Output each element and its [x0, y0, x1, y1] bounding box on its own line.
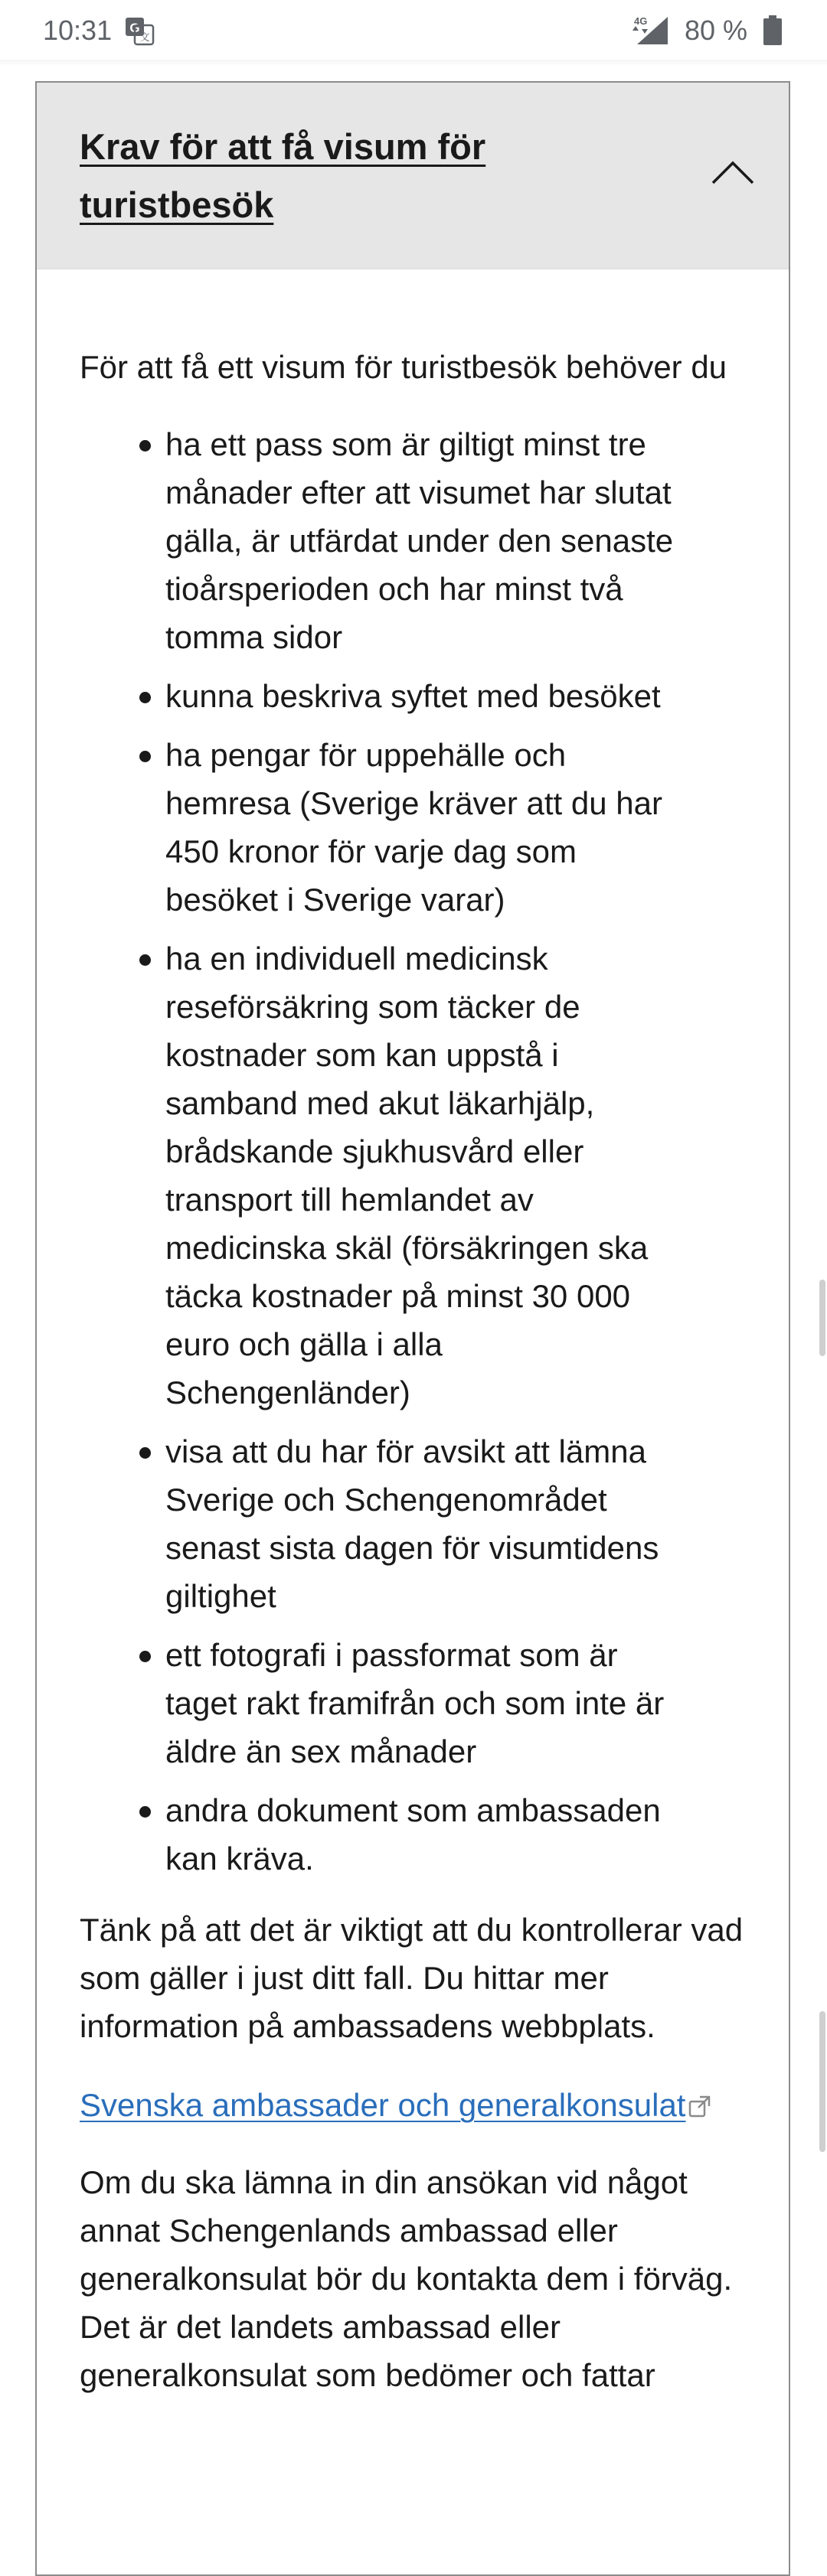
embassy-link[interactable]: Svenska ambassader och generalkonsulat — [80, 2087, 686, 2123]
svg-text:文: 文 — [139, 32, 150, 44]
status-time: 10:31 — [43, 15, 113, 46]
list-item: ha en individuell medicinsk reseförsäkring som täcker de kostnader som kan uppstå i samband med akut läkarhjälp, brådskande sjukhusvård eller transport till hemlandet av medicinska skäl (försäkringen ska täcka kostnader på minst 30 000 euro och gälla i alla Schengenländer) — [165, 934, 678, 1417]
svg-text:G: G — [129, 21, 140, 35]
list-item: andra dokument som ambassaden kan kräva. — [165, 1786, 678, 1883]
visa-requirements-accordion — [35, 81, 790, 2576]
battery-percentage: 80 % — [685, 15, 748, 46]
embassy-link-row — [80, 2081, 746, 2129]
top-divider — [0, 60, 827, 66]
battery-icon — [763, 15, 783, 46]
signal-4g-icon — [631, 14, 671, 47]
list-item: ett fotografi i passformat som är taget rakt framifrån och som inte är äldre än sex månader — [165, 1631, 678, 1775]
list-item: ha ett pass som är giltigt minst tre månader efter att visumet har slutat gälla, är utfärdat under den senaste tioårsperioden och har minst två tomma sidor — [165, 420, 678, 661]
note-paragraph: Tänk på att det är viktigt att du kontrollerar vad som gäller i just ditt fall. Du hittar mer information på ambassadens webbplats. — [80, 1912, 744, 2044]
translate-icon — [124, 15, 155, 46]
scrollbar-thumb-secondary[interactable] — [819, 2011, 825, 2152]
scrollbar-thumb[interactable] — [819, 1280, 825, 1356]
chevron-up-icon[interactable] — [711, 158, 755, 185]
accordion-header[interactable] — [37, 83, 789, 269]
list-item: ha pengar för uppehälle och hemresa (Sverige kräver att du har 450 kronor för varje dag som besöket i Sverige varar) — [165, 731, 678, 924]
external-link-icon[interactable] — [688, 2095, 711, 2118]
list-item: visa att du har för avsikt att lämna Sverige och Schengenområdet senast sista dagen för visumtidens giltighet — [165, 1427, 678, 1620]
network-label: 4G — [634, 15, 648, 27]
requirements-list — [80, 420, 746, 1883]
intro-text: För att få ett visum för turistbesök behöver du — [80, 349, 727, 385]
list-item: kunna beskriva syftet med besöket — [165, 672, 678, 720]
accordion-body — [37, 269, 789, 2399]
accordion-title[interactable]: Krav för att få visum för turistbesök — [80, 126, 486, 225]
status-bar — [0, 0, 827, 60]
consulate-paragraph: Om du ska lämna in din ansökan vid något annat Schengenlands ambassad eller generalkonsulat bör du kontakta dem i förväg. Det är det landets ambassad eller generalkonsulat som bedömer och fattar — [80, 2164, 733, 2393]
